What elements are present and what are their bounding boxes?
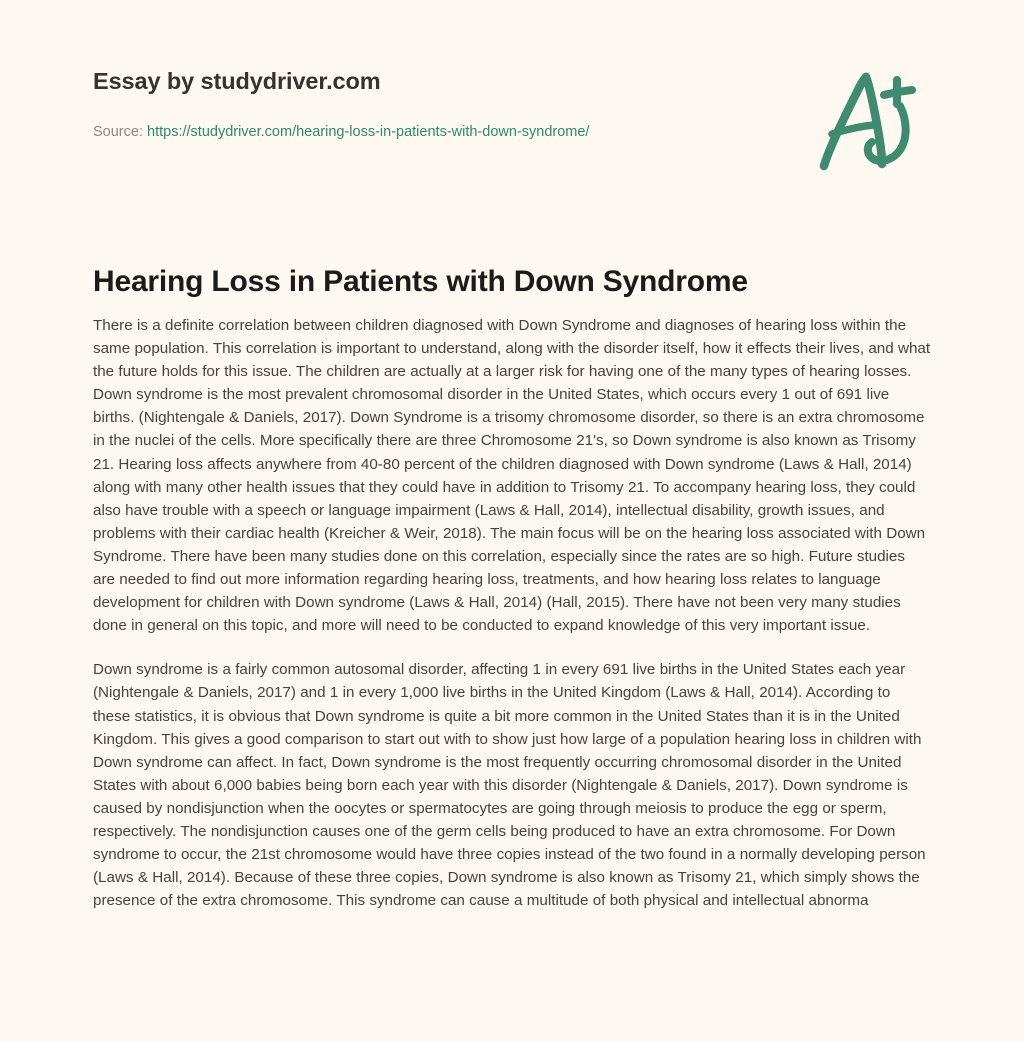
page-title: Hearing Loss in Patients with Down Syndrome — [93, 265, 748, 299]
body-paragraph: Down syndrome is a fairly common autosomal disorder, affecting 1 in every 691 live births in the United States each year (Nightengale & Daniels, 2017) and 1 in every 1,000 live births in the United Kingdom (Laws & Hall, 2014). According to these statistics, it is obvious that Down syndrome is quite a bit more common in the United States than it is in the United Kingdom. This gives a good comparison to start out with to show just how large of a population hearing loss in children with Down syndrome can affect. In fact, Down syndrome is the most frequently occurring chromosomal disorder in the United States with about 6,000 babies being born each year with this disorder (Nightengale & Daniels, 2017). Down syndrome is caused by nondisjunction when the oocytes or spermatocytes are going through meiosis to produce the egg or sperm, respectively. The nondisjunction causes one of the germ cells being produced to have an extra chromosome. For Down syndrome to occur, the 21st chromosome would have three copies instead of the two found in a normally developing person (Laws & Hall, 2014). Because of these three copies, Down syndrome is also known as Trisomy 21, which simply shows the presence of the extra chromosome. This syndrome can cause a multitude of both physical and intellectual abnorma — [93, 661, 926, 910]
studydriver-a-plus-logo-icon[interactable] — [808, 62, 928, 174]
source-url-link[interactable]: https://studydriver.com/hearing-loss-in-patients-with-down-syndrome/ — [147, 124, 590, 140]
byline: Essay by studydriver.com — [93, 68, 381, 94]
page-header — [0, 0, 1024, 200]
essay-body — [93, 314, 931, 912]
source-label: Source: — [93, 124, 143, 140]
source-line — [93, 124, 589, 141]
body-paragraph: There is a definite correlation between children diagnosed with Down Syndrome and diagnoses of hearing loss within the same population. This correlation is important to understand, along with the disorder itself, how it effects their lives, and what the future holds for this issue. The children are actually at a larger risk for having one of the many types of hearing losses. Down syndrome is the most prevalent chromosomal disorder in the United States, which occurs every 1 out of 691 live births. (Nightengale & Daniels, 2017). Down Syndrome is a trisomy chromosome disorder, so there is an extra chromosome in the nuclei of the cells. More specifically there are three Chromosome 21's, so Down syndrome is also known as Trisomy 21. Hearing loss affects anywhere from 40-80 percent of the children diagnosed with Down syndrome (Laws & Hall, 2014) along with many other health issues that they could have in addition to Trisomy 21. To accompany hearing loss, they could also have trouble with a speech or language impairment (Laws & Hall, 2014), intellectual disability, growth issues, and problems with their cardiac health (Kreicher & Weir, 2018). The main focus will be on the hearing loss associated with Down Syndrome. There have been many studies done on this correlation, especially since the rates are so high. Future studies are needed to find out more information regarding hearing loss, treatments, and how hearing loss relates to language development for children with Down syndrome (Laws & Hall, 2014) (Hall, 2015). There have not been very many studies done in general on this topic, and more will need to be conducted to expand knowledge of this very important issue. — [93, 317, 931, 635]
